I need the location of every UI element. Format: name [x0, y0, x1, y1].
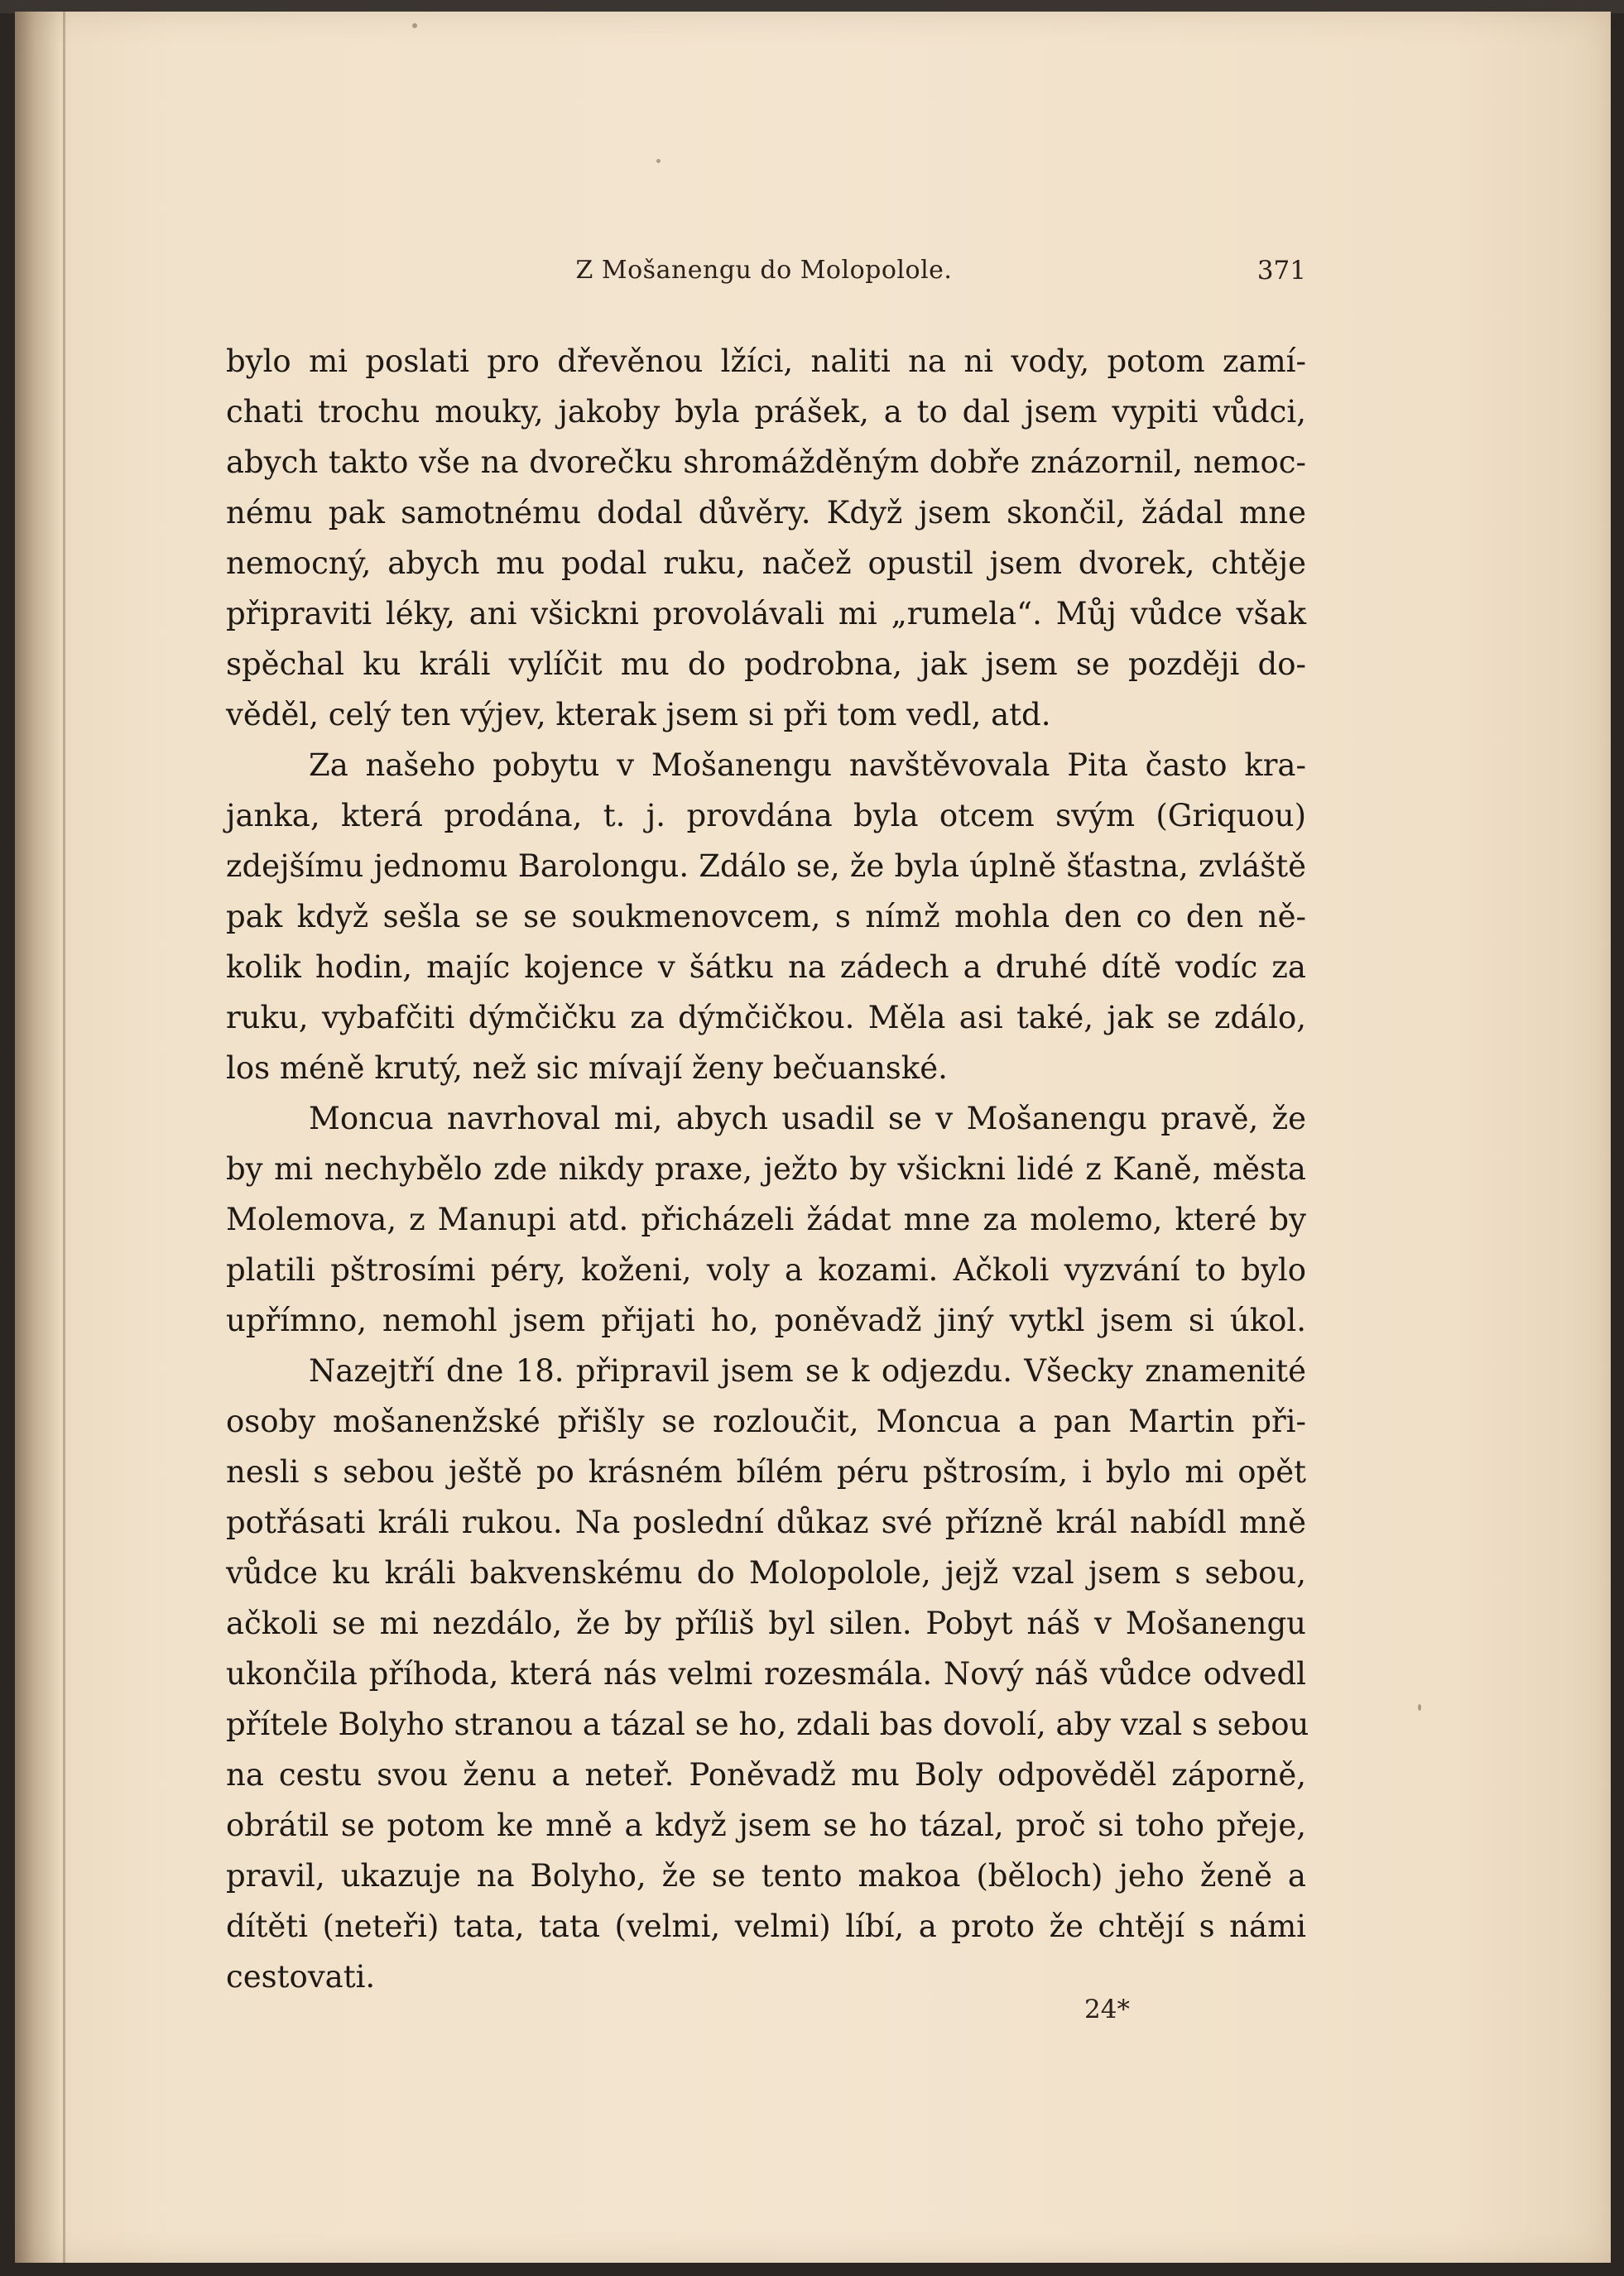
text-line: kolik hodin, majíc kojence v šátku na zádech a druhé dítě vodíc za [226, 949, 1306, 985]
paper-speck [1418, 1704, 1421, 1711]
paragraph-start-line: Moncua navrhoval mi, abych usadil se v Mošanengu pravě, že [309, 1101, 1306, 1136]
running-title: Z Mošanengu do Molopolole. [575, 256, 953, 285]
paragraph-start-line: Za našeho pobytu v Mošanengu navštěvovala Pita často kra- [309, 747, 1306, 783]
text-line: ruku, vybafčiti dýmčičku za dýmčičkou. Měla asi také, jak se zdálo, [226, 1000, 1306, 1035]
text-line: nesli s sebou ještě po krásném bílém péru pštrosím, i bylo mi opět [226, 1454, 1306, 1490]
text-line: janka, která prodána, t. j. provdána byla otcem svým (Griquou) [226, 798, 1306, 833]
running-head [222, 256, 1306, 294]
text-line: ukončila příhoda, která nás velmi rozesmála. Nový náš vůdce odvedl [226, 1656, 1306, 1692]
text-line: potřásati králi rukou. Na poslední důkaz své přízně král nabídl mně [226, 1505, 1306, 1540]
body-text [226, 336, 1309, 2002]
text-line: cestovati. [226, 1959, 376, 1995]
text-line: chati trochu mouky, jakoby byla prášek, a to dal jsem vypiti vůdci, [226, 394, 1306, 430]
text-line: bylo mi poslati pro dřevěnou lžíci, naliti na ni vody, potom zamí- [226, 343, 1306, 379]
text-line: upřímno, nemohl jsem přijati ho, poněvadž jiný vytkl jsem si úkol. [226, 1303, 1306, 1338]
text-line: na cestu svou ženu a neteř. Poněvadž mu Boly odpověděl záporně, [226, 1757, 1306, 1793]
text-line: připraviti léky, ani všickni provolávali mi „rumela“. Můj vůdce však [226, 596, 1306, 631]
text-line: ačkoli se mi nezdálo, že by příliš byl silen. Pobyt náš v Mošanengu [226, 1606, 1306, 1641]
paper-speck [412, 23, 417, 28]
signature-mark: 24* [1084, 1995, 1130, 2024]
text-line: obrátil se potom ke mně a když jsem se ho tázal, proč si toho přeje, [226, 1808, 1306, 1843]
text-line: nému pak samotnému dodal důvěry. Když jsem skončil, žádal mne [226, 495, 1306, 531]
text-line: vůdce ku králi bakvenskému do Molopolole, jejž vzal jsem s sebou, [226, 1555, 1306, 1591]
text-line: platili pštrosími péry, koženi, voly a kozami. Ačkoli vyzvání to bylo [226, 1252, 1306, 1288]
text-line: los méně krutý, než sic mívají ženy bečuanské. [226, 1050, 948, 1086]
text-line: spěchal ku králi vylíčit mu do podrobna, jak jsem se později do- [226, 646, 1306, 682]
text-line: pak když sešla se se soukmenovcem, s nímž mohla den co den ně- [226, 899, 1306, 934]
page-number: 371 [1256, 256, 1306, 286]
text-line: by mi nechybělo zde nikdy praxe, ježto by všickni lidé z Kaně, města [226, 1151, 1306, 1187]
text-line: přítele Bolyho stranou a tázal se ho, zdali bas dovolí, aby vzal s sebou [226, 1707, 1309, 1742]
text-line: dítěti (neteři) tata, tata (velmi, velmi) líbí, a proto že chtějí s námi [226, 1909, 1306, 1944]
text-line: abych takto vše na dvorečku shromážděným dobře znázornil, nemoc- [226, 444, 1306, 480]
text-line: Molemova, z Manupi atd. přicházeli žádat mne za molemo, které by [226, 1202, 1306, 1237]
book-page [15, 12, 1611, 2263]
text-line: věděl, celý ten výjev, kterak jsem si při tom vedl, atd. [226, 697, 1051, 732]
paragraph-start-line: Nazejtří dne 18. připravil jsem se k odjezdu. Všecky znamenité [309, 1353, 1306, 1389]
text-line: zdejšímu jednomu Barolongu. Zdálo se, že byla úplně šťastna, zvláště [226, 848, 1306, 884]
text-line: pravil, ukazuje na Bolyho, že se tento makoa (běloch) jeho ženě a [226, 1858, 1306, 1894]
text-line: osoby mošanenžské přišly se rozloučit, Moncua a pan Martin při- [226, 1404, 1306, 1439]
page-gutter-line [63, 12, 65, 2263]
text-line: nemocný, abych mu podal ruku, načež opustil jsem dvorek, chtěje [226, 545, 1306, 581]
paper-speck [656, 159, 661, 163]
